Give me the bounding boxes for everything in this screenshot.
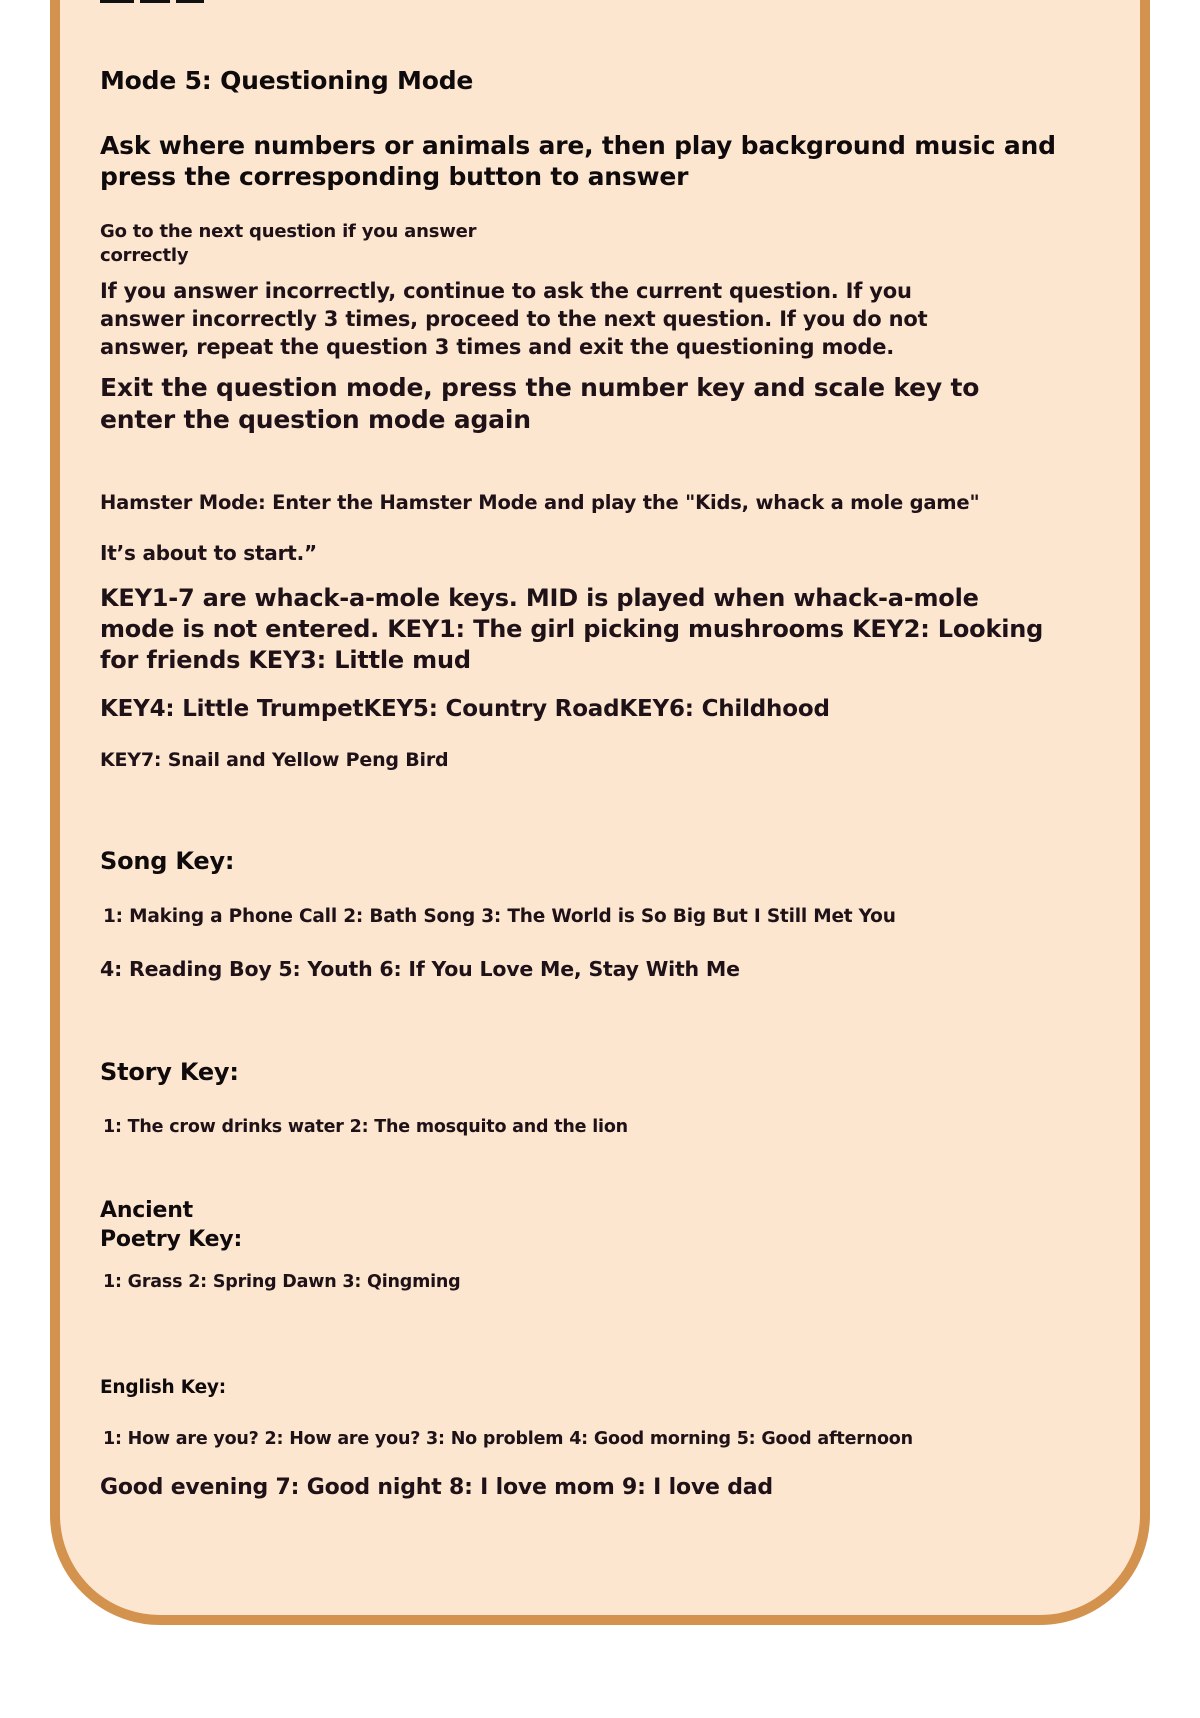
mode5-incorrect-line-3: answer, repeat the question 3 times and exit the questioning mode. xyxy=(100,335,895,359)
hamster-keys-line-3: for friends KEY3: Little mud xyxy=(100,646,471,674)
song-key-line-1: 1: Making a Phone Call 2: Bath Song 3: The World is So Big But I Still Met You xyxy=(103,906,896,927)
song-key-line-2: 4: Reading Boy 5: Youth 6: If You Love Me, Stay With Me xyxy=(100,957,740,981)
hamster-key-7: KEY7: Snail and Yellow Peng Bird xyxy=(100,749,449,771)
english-key-title: English Key: xyxy=(100,1377,226,1398)
mode5-correct-line-2: correctly xyxy=(100,245,189,266)
mode5-intro-line-2: press the corresponding button to answer xyxy=(100,162,689,191)
story-key-title: Story Key: xyxy=(100,1058,239,1086)
poetry-key-title-line-2: Poetry Key: xyxy=(100,1227,243,1252)
hamster-title: Hamster Mode: Enter the Hamster Mode and play the "Kids, whack a mole game" xyxy=(100,491,980,514)
clipped-heading-fragment xyxy=(100,0,250,3)
mode5-exit-line-1: Exit the question mode, press the number key and scale key to xyxy=(100,373,980,402)
mode5-title: Mode 5: Questioning Mode xyxy=(100,66,474,95)
hamster-keys-4-6: KEY4: Little TrumpetKEY5: Country RoadKEY6: Childhood xyxy=(100,696,830,722)
mode5-intro-line-1: Ask where numbers or animals are, then play background music and xyxy=(100,131,1056,160)
hamster-keys-line-2: mode is not entered. KEY1: The girl picking mushrooms KEY2: Looking xyxy=(100,615,1044,643)
mode5-correct-line-1: Go to the next question if you answer xyxy=(100,221,477,242)
story-key-line-1: 1: The crow drinks water 2: The mosquito and the lion xyxy=(103,1117,628,1137)
english-key-line-1: 1: How are you? 2: How are you? 3: No problem 4: Good morning 5: Good afternoon xyxy=(103,1429,913,1449)
song-key-title: Song Key: xyxy=(100,847,235,875)
mode5-incorrect-line-2: answer incorrectly 3 times, proceed to the next question. If you do not xyxy=(100,307,928,331)
mode5-exit-line-2: enter the question mode again xyxy=(100,405,531,434)
mode5-incorrect-line-1: If you answer incorrectly, continue to ask the current question. If you xyxy=(100,279,912,303)
poetry-key-title-line-1: Ancient xyxy=(100,1198,193,1223)
poetry-key-line-1: 1: Grass 2: Spring Dawn 3: Qingming xyxy=(103,1272,461,1292)
hamster-start: It’s about to start.” xyxy=(100,541,317,565)
hamster-keys-line-1: KEY1-7 are whack-a-mole keys. MID is played when whack-a-mole xyxy=(100,584,979,612)
english-key-line-2: Good evening 7: Good night 8: I love mom 9: I love dad xyxy=(100,1475,773,1500)
